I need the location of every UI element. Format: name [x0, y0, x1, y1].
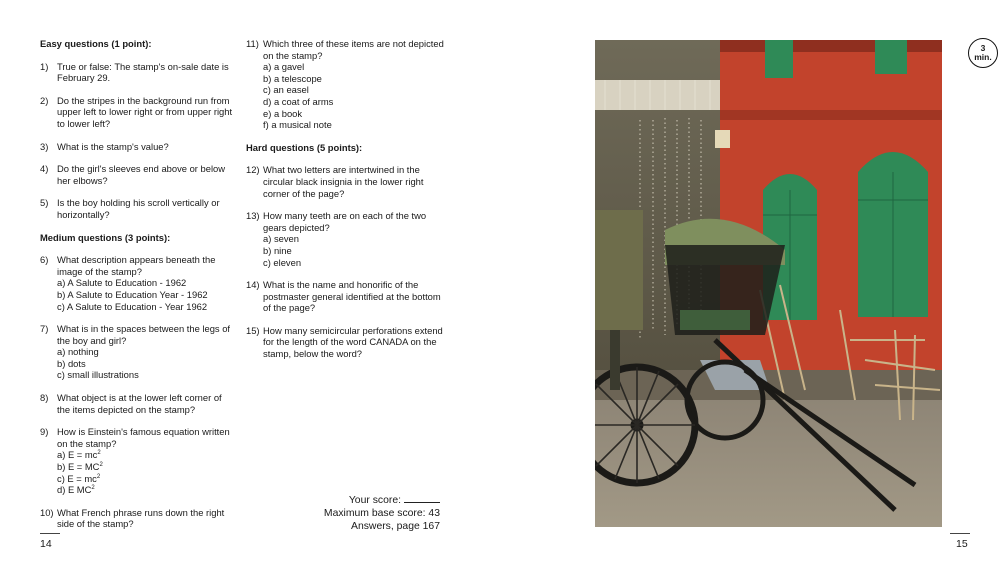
question-text: Is the boy holding his scroll vertically or horizontally?: [57, 197, 220, 220]
question-number: 10): [40, 506, 54, 518]
question-text: Do the stripes in the background run from upper left to lower right or from upper right to lower left?: [57, 94, 233, 129]
questions-column-left: [40, 38, 236, 541]
question-number: 4): [40, 163, 49, 175]
option-a: a) nothing: [57, 346, 99, 358]
question-9: [40, 426, 236, 496]
option-b: b) $E = MC^2$: [57, 461, 103, 473]
questions-column-right: [246, 38, 446, 371]
question-number: 13): [246, 210, 260, 222]
option-a: a) a gavel: [263, 61, 305, 73]
answers-reference: Answers, page 167: [351, 521, 440, 532]
question-number: 6): [40, 254, 49, 266]
rickshaw-photo: [595, 40, 942, 527]
question-5: [40, 197, 236, 220]
your-score-line: Your score:: [324, 493, 440, 507]
question-7: [40, 323, 236, 381]
score-block: [324, 493, 440, 533]
option-e: e) a book: [263, 107, 303, 119]
question-text: How many semicircular perforations extend for the length of the word CANADA on the stamp, below the word?: [263, 324, 443, 360]
question-number: 5): [40, 197, 49, 209]
question-8: [40, 392, 236, 415]
option-d: d) a coat of arms: [263, 95, 334, 107]
question-15: [246, 325, 446, 360]
question-text: True or false: The stamp's on-sale date is February 29.: [57, 60, 229, 84]
option-b: b) A Salute to Education Year - 1962: [57, 288, 208, 300]
option-a: a) seven: [263, 233, 299, 245]
question-number: 11): [246, 38, 259, 49]
question-text: What is the name and honorific of the postmaster general identified at the bottom of the page?: [263, 279, 441, 314]
question-number: 12): [246, 164, 260, 176]
question-4: [40, 163, 236, 186]
question-6: [40, 254, 236, 312]
question-14: [246, 279, 446, 314]
question-number: 1): [40, 60, 49, 72]
timer-unit: min.: [974, 52, 992, 62]
easy-heading: Easy questions (1 point):: [40, 38, 152, 49]
question-2: [40, 95, 236, 130]
option-a: a) $E = mc^2$: [57, 449, 101, 461]
page-number-left: 14: [40, 538, 52, 550]
question-text: What description appears beneath the image of the stamp?: [57, 254, 216, 277]
option-c: c) an easel: [263, 84, 309, 96]
option-c: c) A Salute to Education - Year 1962: [57, 300, 208, 312]
question-1: [40, 61, 236, 84]
option-c: c) small illustrations: [57, 369, 139, 381]
question-text: Which three of these items are not depicted on the stamp?: [263, 38, 444, 61]
question-text: What is in the spaces between the legs of the boy and girl?: [57, 323, 231, 346]
question-text: How is Einstein's famous equation written on the stamp?: [57, 426, 230, 449]
page-number-right: 15: [956, 538, 968, 550]
option-c: c) eleven: [263, 256, 302, 268]
medium-heading: Medium questions (3 points):: [40, 231, 171, 243]
question-text: Do the girl's sleeves end above or below her elbows?: [57, 163, 226, 186]
question-number: 7): [40, 323, 49, 335]
option-f: f) a musical note: [263, 119, 332, 131]
question-text: What two letters are intertwined in the circular black insignia in the lower right corner of the page?: [263, 164, 424, 199]
question-text: How many teeth are on each of the two gears depicted?: [263, 210, 427, 233]
question-text: What is the stamp's value?: [57, 140, 169, 152]
question-number: 9): [40, 426, 49, 438]
question-text: What object is at the lower left corner of the items depicted on the stamp?: [57, 392, 222, 415]
option-a: a) A Salute to Education - 1962: [57, 277, 187, 289]
question-12: [246, 164, 446, 199]
option-c: c) $E = mc^2$: [57, 472, 101, 484]
question-number: 2): [40, 94, 49, 106]
question-13: [246, 210, 446, 268]
option-b: b) dots: [57, 357, 86, 369]
question-text: What French phrase runs down the right side of the stamp?: [57, 506, 225, 530]
question-3: [40, 141, 236, 153]
timer-icon: [968, 38, 998, 68]
question-11: [246, 38, 446, 131]
question-number: 15): [246, 324, 260, 336]
score-blank[interactable]: [404, 493, 440, 503]
option-d: d) E $MC^2$: [57, 484, 95, 496]
option-b: b) nine: [263, 244, 292, 256]
question-10: [40, 507, 236, 530]
question-number: 3): [40, 140, 49, 152]
hard-heading: Hard questions (5 points):: [246, 141, 363, 153]
question-number: 14): [246, 279, 260, 291]
option-b: b) a telescope: [263, 72, 322, 84]
max-score: Maximum base score: 43: [323, 508, 440, 519]
question-number: 8): [40, 392, 49, 404]
timer-value: 3: [980, 43, 986, 53]
